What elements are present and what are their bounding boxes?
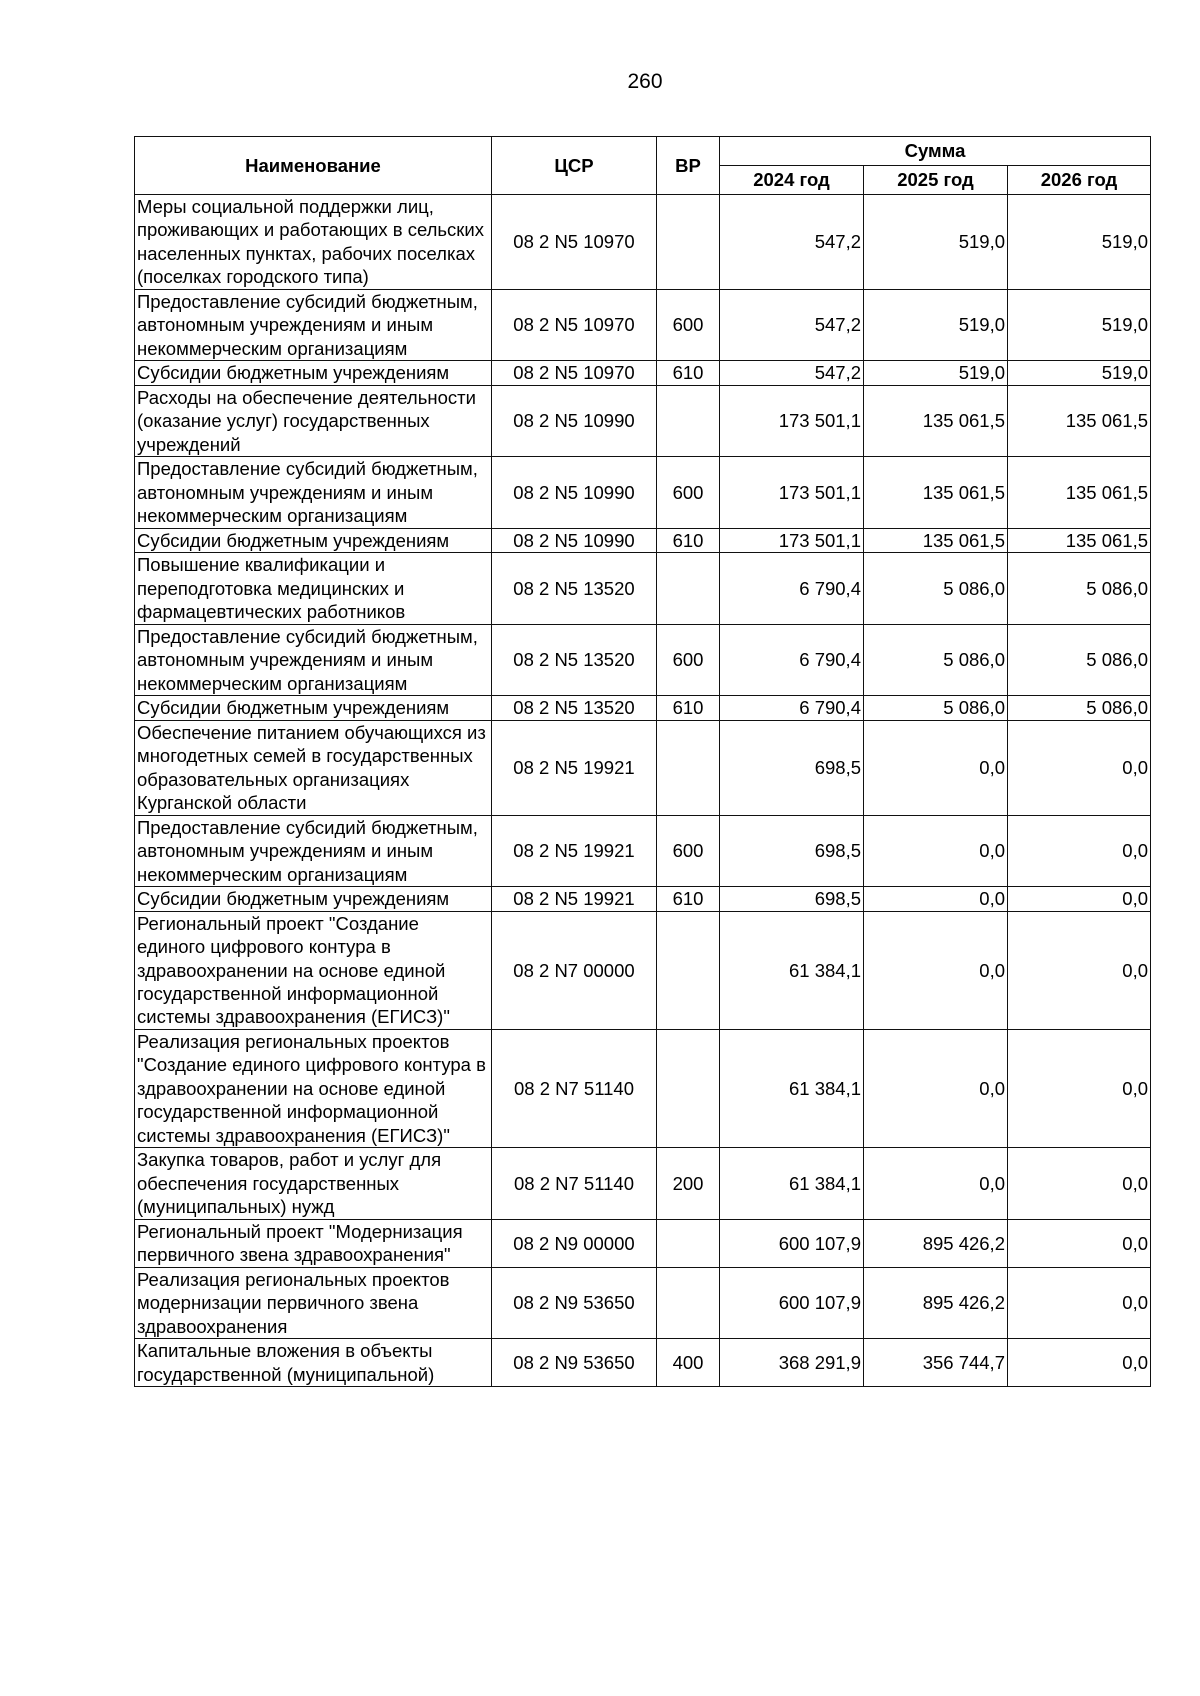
row-vr: 600 — [657, 624, 720, 695]
row-amount-2026: 135 061,5 — [1008, 385, 1151, 456]
row-name: Региональный проект "Создание единого цифрового контура в здравоохранении на основе единой государственной информационной системы здравоохранения (ЕГИСЗ)" — [135, 911, 492, 1029]
row-csr: 08 2 N7 51140 — [492, 1029, 657, 1147]
table-row — [135, 195, 1151, 290]
row-csr: 08 2 N7 00000 — [492, 911, 657, 1029]
table-row — [135, 1148, 1151, 1219]
table-row — [135, 1029, 1151, 1147]
row-amount-2026: 0,0 — [1008, 887, 1151, 911]
row-name: Субсидии бюджетным учреждениям — [135, 696, 492, 720]
row-csr: 08 2 N5 10970 — [492, 289, 657, 360]
table-body — [135, 195, 1151, 1387]
row-csr: 08 2 N9 53650 — [492, 1267, 657, 1338]
header-sum: Сумма — [720, 137, 1151, 166]
row-csr: 08 2 N9 00000 — [492, 1219, 657, 1267]
row-amount-2024: 173 501,1 — [720, 528, 864, 552]
row-vr: 600 — [657, 457, 720, 528]
row-amount-2026: 5 086,0 — [1008, 696, 1151, 720]
row-csr: 08 2 N5 10970 — [492, 361, 657, 385]
row-name: Расходы на обеспечение деятельности (оказание услуг) государственных учреждений — [135, 385, 492, 456]
row-vr: 610 — [657, 361, 720, 385]
row-amount-2025: 5 086,0 — [864, 624, 1008, 695]
row-csr: 08 2 N5 10970 — [492, 195, 657, 290]
row-csr: 08 2 N9 53650 — [492, 1339, 657, 1387]
row-amount-2025: 895 426,2 — [864, 1267, 1008, 1338]
row-amount-2026: 0,0 — [1008, 1267, 1151, 1338]
row-amount-2026: 135 061,5 — [1008, 528, 1151, 552]
row-name: Меры социальной поддержки лиц, проживающих и работающих в сельских населенных пунктах, рабочих поселках (поселках городского типа) — [135, 195, 492, 290]
row-amount-2025: 0,0 — [864, 887, 1008, 911]
budget-table — [134, 136, 1151, 1387]
row-csr: 08 2 N5 10990 — [492, 385, 657, 456]
row-amount-2024: 600 107,9 — [720, 1267, 864, 1338]
page-number: 260 — [627, 70, 663, 93]
row-amount-2025: 0,0 — [864, 911, 1008, 1029]
row-name: Повышение квалификации и переподготовка медицинских и фармацевтических работников — [135, 553, 492, 624]
row-amount-2026: 519,0 — [1008, 289, 1151, 360]
row-amount-2024: 61 384,1 — [720, 911, 864, 1029]
row-amount-2024: 547,2 — [720, 195, 864, 290]
row-vr — [657, 1029, 720, 1147]
row-name: Предоставление субсидий бюджетным, автономным учреждениям и иным некоммерческим организациям — [135, 815, 492, 886]
table-row — [135, 887, 1151, 911]
table-row — [135, 385, 1151, 456]
row-amount-2026: 0,0 — [1008, 815, 1151, 886]
row-csr: 08 2 N5 13520 — [492, 553, 657, 624]
row-csr: 08 2 N5 19921 — [492, 720, 657, 815]
row-amount-2026: 0,0 — [1008, 720, 1151, 815]
row-name: Капитальные вложения в объекты государственной (муниципальной) — [135, 1339, 492, 1387]
row-amount-2026: 519,0 — [1008, 195, 1151, 290]
row-amount-2024: 547,2 — [720, 361, 864, 385]
table-row — [135, 528, 1151, 552]
row-amount-2026: 0,0 — [1008, 1029, 1151, 1147]
row-amount-2024: 698,5 — [720, 815, 864, 886]
header-row-top — [135, 137, 1151, 166]
row-amount-2024: 6 790,4 — [720, 696, 864, 720]
header-year-2026: 2026 год — [1008, 166, 1151, 195]
row-name: Региональный проект "Модернизация первичного звена здравоохранения" — [135, 1219, 492, 1267]
row-csr: 08 2 N5 19921 — [492, 815, 657, 886]
row-amount-2025: 519,0 — [864, 361, 1008, 385]
row-vr: 600 — [657, 289, 720, 360]
row-vr — [657, 911, 720, 1029]
table-row — [135, 815, 1151, 886]
row-amount-2024: 547,2 — [720, 289, 864, 360]
row-amount-2024: 6 790,4 — [720, 553, 864, 624]
row-amount-2025: 5 086,0 — [864, 696, 1008, 720]
table-row — [135, 911, 1151, 1029]
row-amount-2024: 368 291,9 — [720, 1339, 864, 1387]
row-vr — [657, 385, 720, 456]
table-row — [135, 720, 1151, 815]
row-amount-2025: 0,0 — [864, 720, 1008, 815]
row-amount-2025: 519,0 — [864, 289, 1008, 360]
header-vr: ВР — [657, 137, 720, 195]
row-amount-2024: 173 501,1 — [720, 457, 864, 528]
row-vr — [657, 195, 720, 290]
row-name: Субсидии бюджетным учреждениям — [135, 361, 492, 385]
row-amount-2024: 698,5 — [720, 887, 864, 911]
row-amount-2025: 0,0 — [864, 1148, 1008, 1219]
row-vr — [657, 720, 720, 815]
row-amount-2024: 6 790,4 — [720, 624, 864, 695]
row-amount-2025: 135 061,5 — [864, 457, 1008, 528]
row-name: Обеспечение питанием обучающихся из многодетных семей в государственных образовательных организациях Курганской области — [135, 720, 492, 815]
row-amount-2026: 0,0 — [1008, 1219, 1151, 1267]
row-csr: 08 2 N5 19921 — [492, 887, 657, 911]
row-csr: 08 2 N5 10990 — [492, 528, 657, 552]
row-amount-2026: 0,0 — [1008, 1148, 1151, 1219]
row-csr: 08 2 N5 13520 — [492, 696, 657, 720]
table-row — [135, 624, 1151, 695]
row-name: Субсидии бюджетным учреждениям — [135, 528, 492, 552]
table-row — [135, 457, 1151, 528]
table-row — [135, 361, 1151, 385]
row-amount-2025: 0,0 — [864, 1029, 1008, 1147]
row-amount-2026: 5 086,0 — [1008, 624, 1151, 695]
row-name: Предоставление субсидий бюджетным, автономным учреждениям и иным некоммерческим организациям — [135, 624, 492, 695]
row-amount-2024: 600 107,9 — [720, 1219, 864, 1267]
row-amount-2024: 173 501,1 — [720, 385, 864, 456]
row-name: Предоставление субсидий бюджетным, автономным учреждениям и иным некоммерческим организациям — [135, 289, 492, 360]
row-name: Реализация региональных проектов "Создание единого цифрового контура в здравоохранении на основе единой государственной информационной системы здравоохранения (ЕГИСЗ)" — [135, 1029, 492, 1147]
row-amount-2025: 356 744,7 — [864, 1339, 1008, 1387]
table-row — [135, 1339, 1151, 1387]
row-csr: 08 2 N5 13520 — [492, 624, 657, 695]
header-year-2025: 2025 год — [864, 166, 1008, 195]
table-row — [135, 553, 1151, 624]
row-name: Предоставление субсидий бюджетным, автономным учреждениям и иным некоммерческим организациям — [135, 457, 492, 528]
row-amount-2025: 519,0 — [864, 195, 1008, 290]
row-name: Реализация региональных проектов модернизации первичного звена здравоохранения — [135, 1267, 492, 1338]
row-amount-2026: 5 086,0 — [1008, 553, 1151, 624]
row-amount-2026: 135 061,5 — [1008, 457, 1151, 528]
row-amount-2024: 698,5 — [720, 720, 864, 815]
row-csr: 08 2 N5 10990 — [492, 457, 657, 528]
row-vr: 610 — [657, 696, 720, 720]
table-row — [135, 1267, 1151, 1338]
row-amount-2026: 519,0 — [1008, 361, 1151, 385]
row-amount-2024: 61 384,1 — [720, 1029, 864, 1147]
header-name: Наименование — [135, 137, 492, 195]
table-row — [135, 289, 1151, 360]
row-csr: 08 2 N7 51140 — [492, 1148, 657, 1219]
row-vr — [657, 1267, 720, 1338]
table-row — [135, 1219, 1151, 1267]
row-amount-2025: 135 061,5 — [864, 528, 1008, 552]
row-amount-2025: 895 426,2 — [864, 1219, 1008, 1267]
row-vr: 610 — [657, 528, 720, 552]
header-year-2024: 2024 год — [720, 166, 864, 195]
row-vr: 200 — [657, 1148, 720, 1219]
row-vr: 610 — [657, 887, 720, 911]
row-name: Субсидии бюджетным учреждениям — [135, 887, 492, 911]
table-row — [135, 696, 1151, 720]
row-amount-2024: 61 384,1 — [720, 1148, 864, 1219]
row-amount-2025: 0,0 — [864, 815, 1008, 886]
row-amount-2026: 0,0 — [1008, 1339, 1151, 1387]
row-vr: 600 — [657, 815, 720, 886]
row-vr — [657, 1219, 720, 1267]
header-csr: ЦСР — [492, 137, 657, 195]
row-vr — [657, 553, 720, 624]
row-amount-2025: 135 061,5 — [864, 385, 1008, 456]
row-amount-2026: 0,0 — [1008, 911, 1151, 1029]
row-vr: 400 — [657, 1339, 720, 1387]
row-name: Закупка товаров, работ и услуг для обеспечения государственных (муниципальных) нужд — [135, 1148, 492, 1219]
row-amount-2025: 5 086,0 — [864, 553, 1008, 624]
